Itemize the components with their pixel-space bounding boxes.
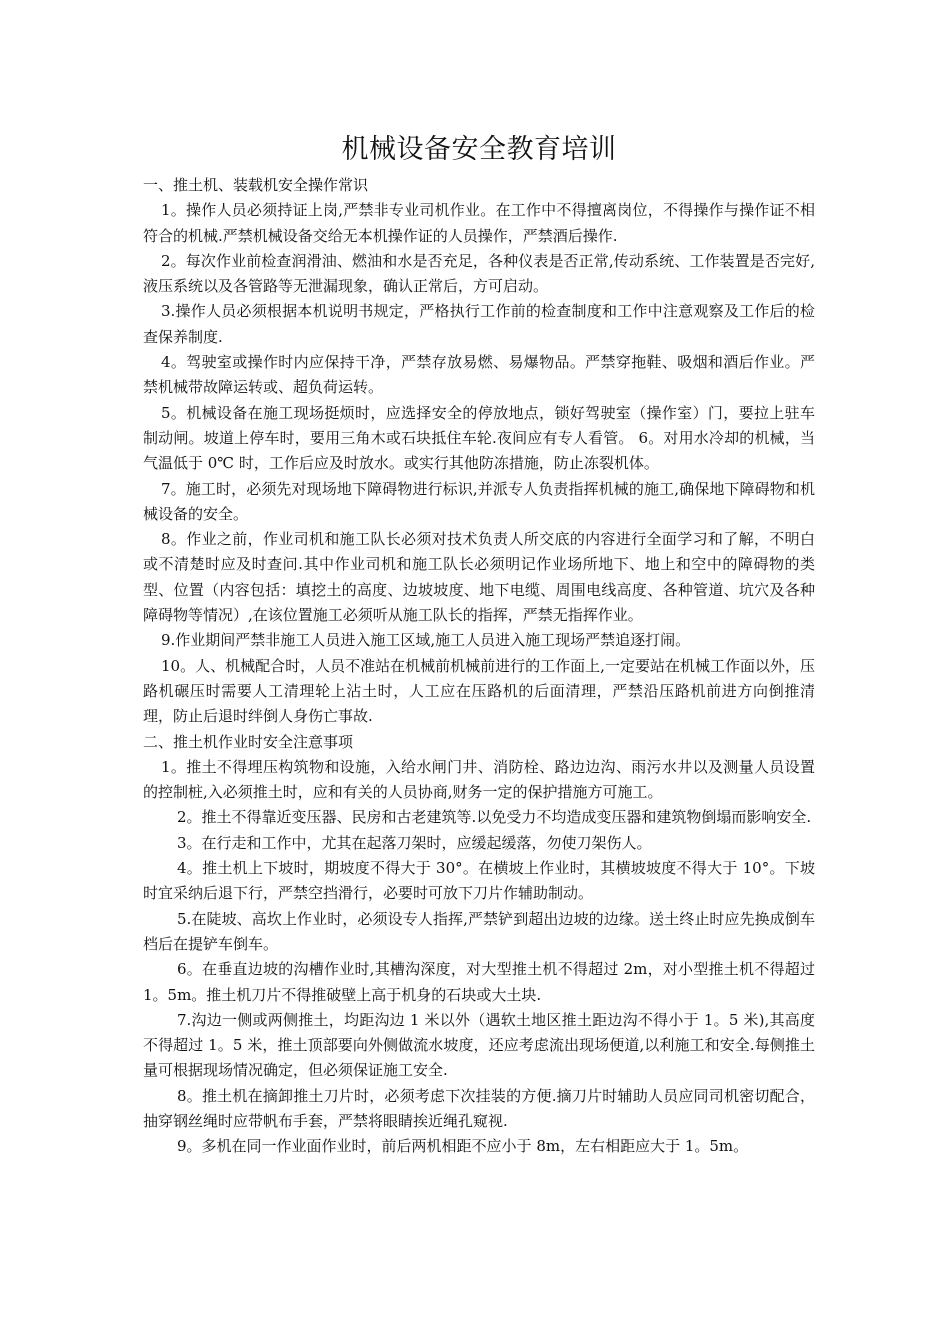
- section-heading: 一、推土机、装载机安全操作常识: [143, 176, 369, 194]
- section-heading: 二、推土机作业时安全注意事项: [143, 732, 354, 751]
- paragraph: 10。人、机械配合时，人员不准站在机械前机械前进行的工作面上,一定要站在机械工作面以外，压路机碾压时需要人工清理轮上沾土时，人工应在压路机的后面清理，严禁沿压路机前进方向倒推清理，防止后退时绊倒人身伤亡事故.: [143, 656, 815, 726]
- paragraph: 5。机械设备在施工现场挺烦时，应选择安全的停放地点，锁好驾驶室（操作室）门，要拉上驻车制动闸。坡道上停车时，要用三角木或石块抵住车轮.夜间应有专人看管。 6。对用水冷却的机械，当气温低于 0℃ 时，工作后应及时放水。或实行其他防冻措施，防止冻裂机体。: [143, 403, 815, 473]
- paragraph: 5.在陡坡、高坎上作业时，必须设专人指挥,严禁铲到超出边坡的边缘。送土终止时应先换成倒车档后在提铲车倒车。: [143, 909, 815, 953]
- paragraph: 3.操作人员必须根据本机说明书规定，严格执行工作前的检查制度和工作中注意观察及工作后的检查保养制度.: [143, 302, 815, 346]
- paragraph: 8。作业之前，作业司机和施工队长必须对技术负责人所交底的内容进行全面学习和了解，不明白或不清楚时应及时查问.其中作业司机和施工队长必须明记作业场所地下、地上和空中的障碍物的类型、位置（内容包括：填挖土的高度、边坡坡度、地下电缆、周围电线高度、各种管道、坑穴及各种障碍物等情况）,在该位置施工必须听从施工队长的指挥，严禁无指挥作业。: [143, 530, 815, 625]
- paragraph: 2。推土不得靠近变压器、民房和古老建筑等.以免受力不均造成变压器和建筑物倒塌而影响安全.: [177, 808, 812, 827]
- paragraph: 7。施工时，必须先对现场地下障碍物进行标识,并派专人负责指挥机械的施工,确保地下障碍物和机械设备的安全。: [143, 479, 815, 523]
- paragraph: 2。每次作业前检查润滑油、燃油和水是否充足，各种仪表是否正常,传动系统、工作装置是否完好,液压系统以及各管路等无泄漏现象，确认正常后，方可启动。: [143, 251, 815, 296]
- paragraph: 1。推土不得埋压构筑物和设施，入给水闸门井、消防栓、路边边沟、雨污水井以及测量人员设置的控制桩,入必须推土时，应和有关的人员协商,财务一定的保护措施方可施工。: [143, 757, 815, 802]
- paragraph: 9.作业期间严禁非施工人员进入施工区域,施工人员进入施工现场严禁追逐打闹。: [161, 631, 691, 650]
- paragraph: 4。推土机上下坡时，期坡度不得大于 30°。在横坡上作业时，其横坡坡度不得大于 10°。下坡时宜采纳后退下行，严禁空挡滑行，必要时可放下刀片作辅助制动。: [143, 859, 815, 903]
- paragraph: 7.沟边一侧或两侧推土，均距沟边 1 米以外（遇软土地区推土距边沟不得小于 1。5 米),其高度不得超过 1。5 米，推土顶部要向外侧做流水坡度，还应考虑流出现场便道,以利施工和安全.每侧推土量可根据现场情况确定，但必须保证施工安全.: [143, 1010, 815, 1080]
- paragraph: 6。在垂直边坡的沟槽作业时,其槽沟深度，对大型推土机不得超过 2m，对小型推土机不得超过 1。5m。推土机刀片不得推破壁上高于机身的石块或大土块.: [143, 960, 815, 1004]
- paragraph: 4。驾驶室或操作时内应保持干净，严禁存放易燃、易爆物品。严禁穿拖鞋、吸烟和酒后作业。严禁机械带故障运转或、超负荷运转。: [143, 353, 815, 397]
- paragraph: 9。多机在同一作业面作业时，前后两机相距不应小于 8m，左右相距应大于 1。5m。: [177, 1137, 749, 1156]
- document-body: [143, 173, 815, 1160]
- paragraph: 3。在行走和工作中，尤其在起落刀架时，应缓起缓落，勿使刀架伤人。: [177, 833, 652, 852]
- paragraph: 8。推土机在摘卸推土刀片时，必须考虑下次挂装的方便.摘刀片时辅助人员应同司机密切配合，抽穿钢丝绳时应带帆布手套，严禁将眼睛挨近绳孔窥视.: [143, 1086, 815, 1130]
- paragraph: 1。操作人员必须持证上岗,严禁非专业司机作业。在工作中不得擅离岗位，不得操作与操作证不相符合的机械.严禁机械设备交给无本机操作证的人员操作，严禁酒后操作.: [143, 201, 815, 245]
- document-title: 机械设备安全教育培训: [341, 134, 617, 165]
